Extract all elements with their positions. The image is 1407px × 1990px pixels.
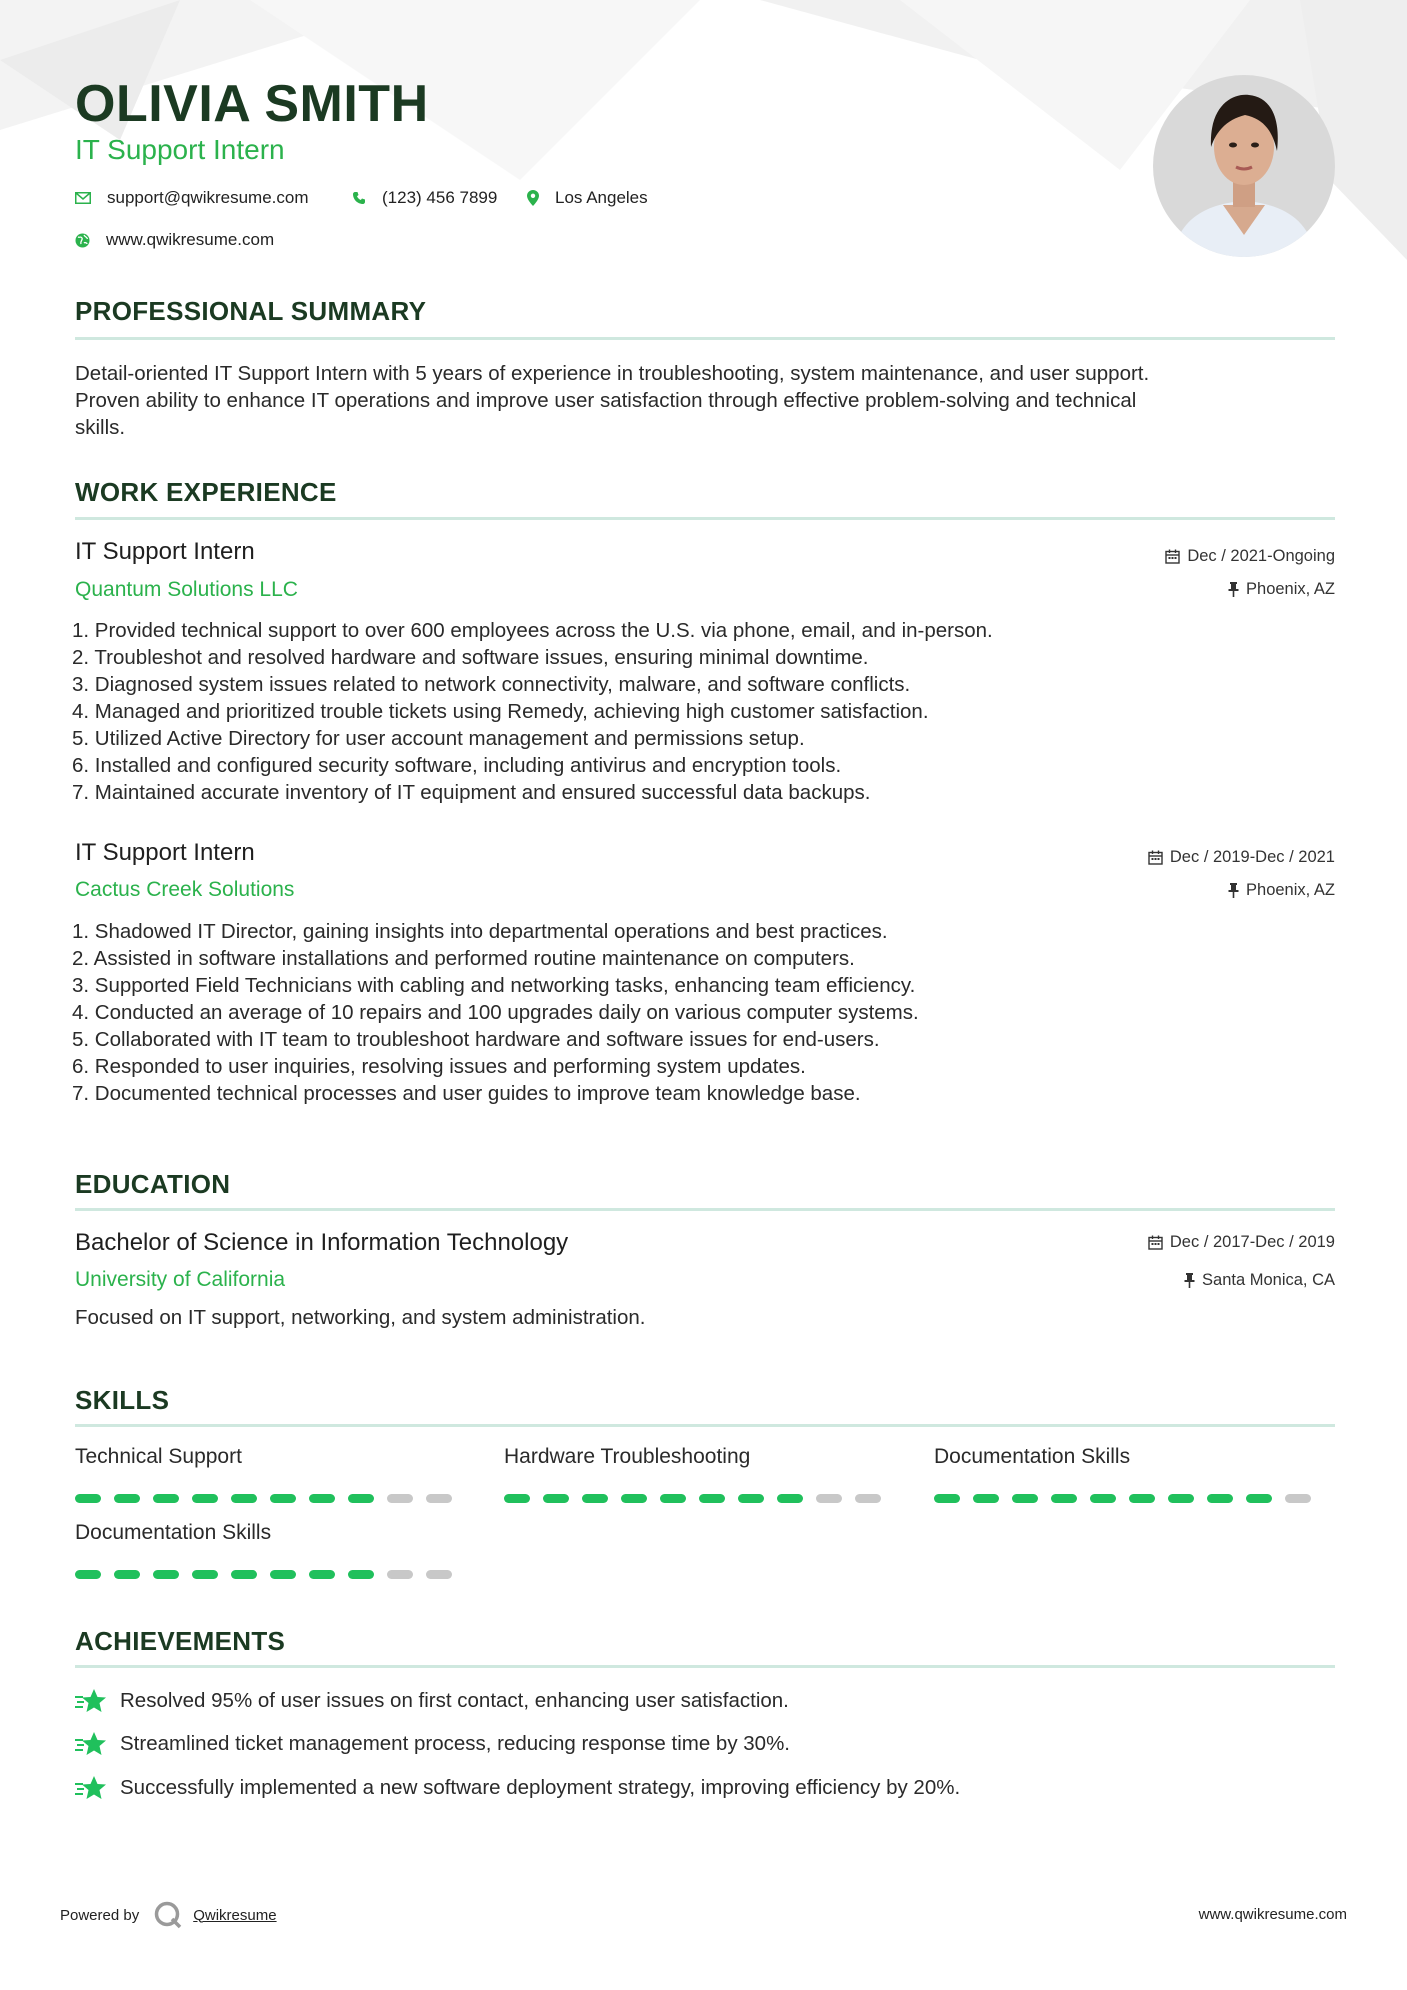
- skill-dash-empty: [855, 1494, 881, 1503]
- skill-dash-filled: [934, 1494, 960, 1503]
- achievement-text: Resolved 95% of user issues on first contact, enhancing user satisfaction.: [120, 1689, 789, 1712]
- skills-heading: SKILLS: [75, 1385, 170, 1415]
- map-pin-icon: [527, 190, 539, 206]
- star-icon: [75, 1775, 107, 1801]
- contact-email[interactable]: [75, 188, 309, 208]
- skill-dash-filled: [777, 1494, 803, 1503]
- skill-bar: [934, 1494, 1324, 1503]
- list-item: 6. Installed and configured security software, including antivirus and encryption tools.: [72, 754, 842, 777]
- job-location-text: Phoenix, AZ: [1246, 881, 1335, 899]
- job-location-text: Phoenix, AZ: [1246, 580, 1335, 598]
- skill-name: Hardware Troubleshooting: [504, 1445, 751, 1468]
- skill-dash-filled: [153, 1570, 179, 1579]
- job-dates: [1148, 848, 1335, 867]
- list-item: 5. Collaborated with IT team to troubleshoot hardware and software issues for end-users.: [72, 1028, 880, 1051]
- education-divider: [75, 1208, 1335, 1211]
- skill-dash-filled: [1051, 1494, 1077, 1503]
- skill-dash-filled: [75, 1494, 101, 1503]
- skill-name: Documentation Skills: [75, 1521, 272, 1544]
- list-item: 1. Provided technical support to over 600 employees across the U.S. via phone, email, and in-person.: [72, 619, 993, 642]
- skill-bar: [504, 1494, 894, 1503]
- qwikresume-logo-icon: [153, 1900, 183, 1930]
- phone-text: (123) 456 7899: [382, 188, 498, 207]
- skill-dash-filled: [270, 1570, 296, 1579]
- achievements-divider: [75, 1665, 1335, 1668]
- job-company: Quantum Solutions LLC: [75, 578, 298, 601]
- skill-dash-filled: [1168, 1494, 1194, 1503]
- location-text: Los Angeles: [555, 188, 648, 207]
- education-description: Focused on IT support, networking, and system administration.: [75, 1306, 646, 1329]
- list-item: 4. Managed and prioritized trouble tickets using Remedy, achieving high customer satisfaction.: [72, 700, 929, 723]
- contact-phone[interactable]: [352, 188, 497, 208]
- contact-website[interactable]: [75, 230, 274, 250]
- skill-dash-filled: [270, 1494, 296, 1503]
- skill-dash-empty: [387, 1494, 413, 1503]
- summary-divider: [75, 337, 1335, 340]
- skill-dash-filled: [738, 1494, 764, 1503]
- list-item: 5. Utilized Active Directory for user account management and permissions setup.: [72, 727, 805, 750]
- achievement-item: [75, 1731, 790, 1757]
- calendar-icon: [1148, 850, 1163, 865]
- list-item: 4. Conducted an average of 10 repairs and 100 upgrades daily on various computer systems.: [72, 1001, 919, 1024]
- achievement-text: Streamlined ticket management process, reducing response time by 30%.: [120, 1732, 791, 1755]
- calendar-icon: [1165, 549, 1180, 564]
- website-text: www.qwikresume.com: [106, 230, 275, 249]
- list-item: 6. Responded to user inquiries, resolving issues and performing system updates.: [72, 1055, 806, 1078]
- skill-dash-filled: [621, 1494, 647, 1503]
- skill-dash-filled: [1090, 1494, 1116, 1503]
- skill-name: Technical Support: [75, 1445, 242, 1468]
- skill-dash-filled: [75, 1570, 101, 1579]
- pin-icon: [1228, 582, 1239, 597]
- achievement-item: [75, 1688, 789, 1714]
- list-item: 3. Supported Field Technicians with cabling and networking tasks, enhancing team efficiency.: [72, 974, 916, 997]
- achievement-item: [75, 1775, 960, 1801]
- job-location: [1228, 881, 1335, 900]
- summary-line: Detail-oriented IT Support Intern with 5 years of experience in troubleshooting, system maintenance, and user support.: [75, 362, 1150, 385]
- list-item: 2. Assisted in software installations and performed routine maintenance on computers.: [72, 947, 855, 970]
- job-bullets: [72, 617, 993, 806]
- list-item: 7. Documented technical processes and user guides to improve team knowledge base.: [72, 1082, 861, 1105]
- candidate-title: IT Support Intern: [75, 134, 285, 165]
- skill-dash-filled: [153, 1494, 179, 1503]
- skill-dash-filled: [231, 1494, 257, 1503]
- education-heading: EDUCATION: [75, 1169, 231, 1199]
- list-item: 2. Troubleshot and resolved hardware and software issues, ensuring minimal downtime.: [72, 646, 869, 669]
- summary-heading: PROFESSIONAL SUMMARY: [75, 296, 427, 326]
- list-item: 3. Diagnosed system issues related to network connectivity, malware, and software conflicts.: [72, 673, 911, 696]
- education-location: [1184, 1271, 1335, 1290]
- summary-text: [75, 360, 1335, 441]
- skill-dash-filled: [309, 1494, 335, 1503]
- footer-website[interactable]: www.qwikresume.com: [1198, 1906, 1347, 1923]
- skill-dash-filled: [582, 1494, 608, 1503]
- job-bullets: [72, 918, 919, 1107]
- job-dates: [1165, 547, 1335, 566]
- job-dates-text: Dec / 2019-Dec / 2021: [1169, 848, 1335, 866]
- summary-line: skills.: [75, 416, 126, 439]
- contact-location: [527, 188, 648, 208]
- skill-dash-filled: [543, 1494, 569, 1503]
- skill-dash-filled: [1246, 1494, 1272, 1503]
- skill-dash-filled: [114, 1570, 140, 1579]
- skill-dash-filled: [973, 1494, 999, 1503]
- email-text: support@qwikresume.com: [107, 188, 309, 207]
- skill-dash-filled: [348, 1494, 374, 1503]
- calendar-icon: [1148, 1235, 1163, 1250]
- job-title: IT Support Intern: [75, 839, 255, 866]
- skill-dash-filled: [660, 1494, 686, 1503]
- pin-icon: [1228, 883, 1239, 898]
- skill-dash-empty: [1285, 1494, 1311, 1503]
- summary-line: Proven ability to enhance IT operations and improve user satisfaction through effective problem-solving and technical: [75, 389, 1137, 412]
- job-title: IT Support Intern: [75, 538, 255, 565]
- email-icon: [75, 192, 91, 204]
- skill-dash-empty: [426, 1494, 452, 1503]
- skill-dash-empty: [426, 1570, 452, 1579]
- skill-dash-filled: [504, 1494, 530, 1503]
- candidate-name: OLIVIA SMITH: [75, 75, 429, 133]
- job-company: Cactus Creek Solutions: [75, 878, 295, 901]
- globe-icon: [75, 233, 90, 248]
- education-location-text: Santa Monica, CA: [1202, 1271, 1335, 1289]
- skill-dash-empty: [816, 1494, 842, 1503]
- skill-dash-filled: [699, 1494, 725, 1503]
- profile-photo: [1153, 75, 1335, 257]
- skill-bar: [75, 1494, 465, 1503]
- footer-brand-link[interactable]: Qwikresume: [193, 1906, 277, 1924]
- list-item: 7. Maintained accurate inventory of IT equipment and ensured successful data backups.: [72, 781, 871, 804]
- job-location: [1228, 580, 1335, 599]
- powered-by-text: Powered by: [60, 1906, 140, 1924]
- phone-icon: [352, 191, 366, 205]
- skill-dash-filled: [309, 1570, 335, 1579]
- skill-dash-filled: [192, 1570, 218, 1579]
- star-icon: [75, 1731, 107, 1757]
- skill-dash-filled: [231, 1570, 257, 1579]
- experience-heading: WORK EXPERIENCE: [75, 477, 337, 507]
- degree-title: Bachelor of Science in Information Technology: [75, 1229, 569, 1256]
- skill-dash-filled: [1207, 1494, 1233, 1503]
- education-dates-text: Dec / 2017-Dec / 2019: [1169, 1233, 1335, 1251]
- education-dates: [1148, 1233, 1335, 1252]
- job-dates-text: Dec / 2021-Ongoing: [1187, 547, 1335, 565]
- skill-dash-filled: [114, 1494, 140, 1503]
- skill-dash-filled: [1012, 1494, 1038, 1503]
- skill-name: Documentation Skills: [934, 1445, 1131, 1468]
- star-icon: [75, 1688, 107, 1714]
- achievement-text: Successfully implemented a new software deployment strategy, improving efficiency by 20%.: [120, 1776, 961, 1799]
- skills-divider: [75, 1424, 1335, 1427]
- achievements-heading: ACHIEVEMENTS: [75, 1626, 286, 1656]
- experience-divider: [75, 517, 1335, 520]
- list-item: 1. Shadowed IT Director, gaining insights into departmental operations and best practices.: [72, 920, 888, 943]
- pin-icon: [1184, 1273, 1195, 1288]
- skill-dash-filled: [192, 1494, 218, 1503]
- skill-dash-empty: [387, 1570, 413, 1579]
- skill-bar: [75, 1570, 465, 1579]
- skill-dash-filled: [348, 1570, 374, 1579]
- school-name: University of California: [75, 1268, 286, 1291]
- footer-powered-by: [60, 1900, 277, 1930]
- skill-dash-filled: [1129, 1494, 1155, 1503]
